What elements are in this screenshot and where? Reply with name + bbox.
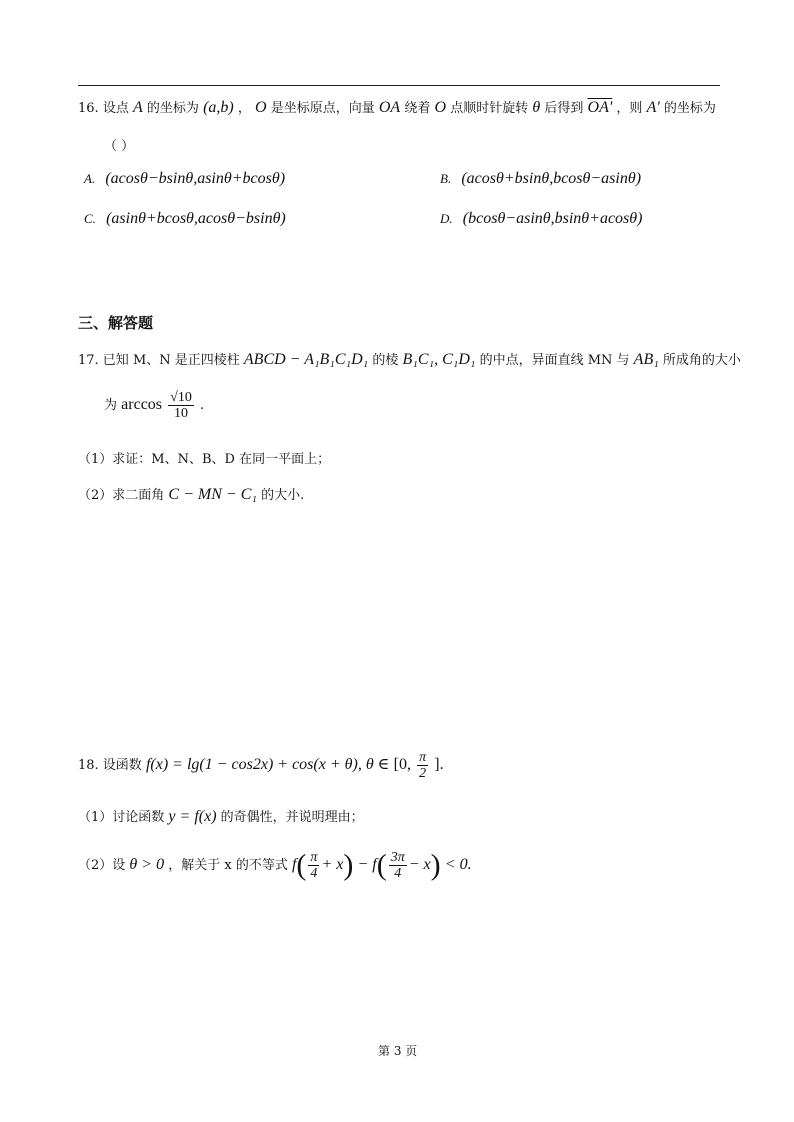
q17-part2-expr: C − MN − C₁ [168, 486, 257, 503]
q17-prism: ABCD − A₁B₁C₁D₁ [243, 351, 369, 368]
q16-vector-oa-prime: OA' [587, 99, 613, 116]
q18-part1 [78, 806, 364, 826]
q16-text8: ，则 [616, 101, 643, 116]
q16-a-prime: A' [646, 99, 660, 116]
option-expr: (acosθ−bsinθ,asinθ+bcosθ) [105, 170, 286, 187]
q18-part2 [78, 850, 472, 881]
fraction-numerator: √10 [170, 390, 192, 405]
fraction-denominator: 4 [308, 865, 319, 881]
q16-number: 16. [78, 101, 99, 116]
q17-period: . [199, 398, 205, 413]
q17-line1b: 的棱 [372, 353, 399, 368]
option-label: B. [440, 171, 452, 186]
q18-part1a: （1）讨论函数 [78, 810, 165, 825]
q17-line2a: 为 [104, 398, 118, 413]
q17-stem-line [78, 349, 741, 369]
q18-frac-pi4 [308, 850, 319, 881]
option-label: D. [440, 211, 453, 226]
paren-open: ( [376, 848, 387, 882]
option-expr: (bcosθ−asinθ,bsinθ+acosθ) [462, 210, 643, 227]
paren-open: ( [296, 848, 307, 882]
q16-option-a [84, 170, 285, 188]
q18-part1b: 的奇偶性，并说明理由； [220, 810, 364, 825]
q16-answer-blank: （ ） [104, 139, 135, 154]
q18-function: f(x) = lg(1 − cos2x) + cos(x + θ), θ ∈ [145, 756, 390, 773]
section-heading: 三、解答题 [78, 314, 154, 332]
option-expr: (asinθ+bcosθ,acosθ−bsinθ) [106, 210, 286, 227]
q16-text7: 后得到 [544, 101, 584, 116]
q18-stem-line [78, 750, 444, 781]
q16-theta: θ [532, 99, 541, 116]
q17-part2a: （2）求二面角 [78, 488, 165, 503]
q17-ab1: AB₁ [633, 351, 659, 368]
option-expr: (acosθ+bsinθ,bcosθ−asinθ) [461, 170, 642, 187]
q17-angle-line [104, 390, 204, 421]
paren-close: ) [343, 848, 354, 882]
q16-text2: 的坐标为 [146, 101, 199, 116]
q18-part2a: （2）设 [78, 858, 126, 873]
q16-text9: 的坐标为 [663, 101, 716, 116]
q18-part2b: ，解关于 x 的不等式 [168, 858, 288, 873]
q18-interval-fraction [417, 750, 428, 781]
q16-option-d [440, 210, 642, 228]
q16-text6: 点顺时针旋转 [450, 101, 529, 116]
q17-arccos: arccos [121, 396, 163, 413]
q16-point-a: A [132, 99, 143, 116]
q17-part2 [78, 484, 304, 504]
fraction-denominator: 10 [168, 405, 194, 421]
fraction-numerator: π [310, 850, 318, 865]
fraction-numerator: 3π [390, 850, 405, 865]
fraction-denominator: 2 [417, 765, 428, 781]
q17-part1: （1）求证：M、N、B、D 在同一平面上； [78, 452, 331, 467]
q17-fraction [168, 390, 194, 421]
q18-frac-3pi4 [389, 850, 407, 881]
option-label: A. [84, 171, 96, 186]
q16-vector-oa: OA [378, 99, 401, 116]
q18-f1: f [291, 856, 297, 873]
page-number: 第 3 页 [378, 1044, 418, 1058]
q18-minusx: − x [408, 856, 431, 873]
q18-interval-close: ]. [434, 756, 444, 773]
q16-text3: ， [237, 101, 251, 116]
q18-line1a: 18. 设函数 [78, 758, 142, 773]
q16-text5: 绕着 [404, 101, 431, 116]
paren-close: ) [430, 848, 441, 882]
q18-interval-open: [0, [393, 756, 411, 773]
q16-text1: 设点 [102, 101, 129, 116]
q18-part1-expr: y = f(x) [168, 808, 217, 825]
q18-part2-cond: θ > 0 [129, 856, 165, 873]
q16-origin2: O [434, 99, 447, 116]
q17-part2b: 的大小. [261, 488, 305, 503]
q16-origin: O [255, 99, 267, 116]
q17-line1d: 所成角的大小 [662, 353, 741, 368]
fraction-denominator: 4 [389, 865, 407, 881]
option-label: C. [84, 211, 96, 226]
q18-plusx: + x [321, 856, 344, 873]
q17-line1: 17. 已知 M、N 是正四棱柱 [78, 353, 240, 368]
q18-lt: < 0. [444, 856, 472, 873]
q16-text4: 是坐标原点，向量 [270, 101, 375, 116]
fraction-numerator: π [419, 750, 427, 765]
q16-stem-line [78, 97, 716, 117]
q17-line1c: 的中点，异面直线 MN 与 [479, 353, 630, 368]
q16-option-c [84, 210, 286, 228]
q16-coord: (a,b) [203, 99, 234, 116]
q17-edges: B₁C₁, C₁D₁ [402, 351, 476, 368]
q16-option-b [440, 170, 641, 188]
header-rule [78, 85, 720, 86]
q18-minus-f: − f [357, 856, 377, 873]
